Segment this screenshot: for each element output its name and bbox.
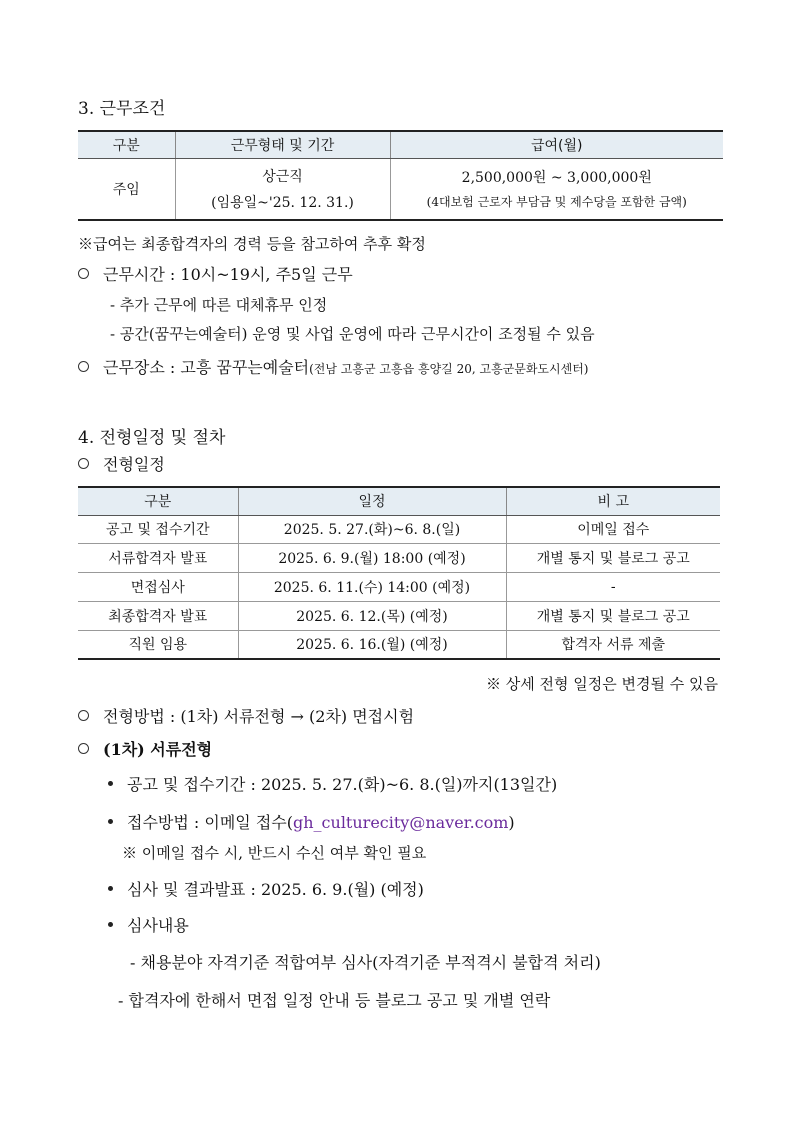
method-text: 전형방법 : (1차) 서류전형 → (2차) 면접시험 (103, 707, 415, 726)
result-value: 2025. 6. 9.(월) (예정) (260, 880, 424, 899)
work-hours-line (78, 262, 353, 285)
apply-close: ) (508, 813, 515, 832)
remark-cell: 이메일 접수 (506, 515, 720, 543)
salary-cell (390, 158, 723, 220)
date-cell: 2025. 6. 12.(목) (예정) (238, 601, 506, 630)
col-header-remark: 비 고 (506, 487, 720, 515)
table-row (78, 515, 720, 543)
content-item-2: - 합격자에 한해서 면접 일정 안내 등 블로그 공고 및 개별 연락 (118, 991, 551, 1010)
salary-range: 2,500,000원 ~ 3,000,000원 (461, 170, 652, 187)
result-line (108, 877, 424, 900)
result-label: 심사 및 결과발표 : (127, 880, 261, 899)
remark-cell: 합격자 서류 제출 (506, 630, 720, 659)
date-cell: 2025. 6. 9.(월) 18:00 (예정) (238, 543, 506, 572)
period-label: 공고 및 접수기간 : (127, 775, 261, 794)
table-row (78, 601, 720, 630)
table-row (78, 543, 720, 572)
table-row (78, 572, 720, 601)
stage1-line (78, 737, 212, 760)
table-row (78, 630, 720, 659)
content-label: 심사내용 (127, 916, 189, 935)
apply-label: 접수방법 : 이메일 접수( (127, 813, 293, 832)
stage-cell: 면접심사 (78, 572, 238, 601)
employment-type: 상근직 (262, 168, 303, 185)
section4-heading: 4. 전형일정 및 절차 (78, 428, 226, 448)
circle-bullet-icon (78, 361, 89, 372)
section3-heading: 3. 근무조건 (78, 99, 166, 119)
schedule-change-note: ※ 상세 전형 일정은 변경될 수 있음 (486, 675, 718, 693)
col-header-salary: 급여(월) (390, 131, 723, 158)
dot-bullet-icon (108, 922, 113, 927)
col-header-type: 근무형태 및 기간 (175, 131, 390, 158)
work-place-line (78, 355, 589, 378)
apply-email-link[interactable]: gh_culturecity@naver.com (293, 813, 509, 832)
col-header-category: 구분 (78, 131, 175, 158)
date-cell: 2025. 6. 11.(수) 14:00 (예정) (238, 572, 506, 601)
date-cell: 2025. 5. 27.(화)~6. 8.(일) (238, 515, 506, 543)
employment-period: (임용일~'25. 12. 31.) (211, 194, 354, 211)
col-header-date: 일정 (238, 487, 506, 515)
method-line (78, 704, 414, 727)
remark-cell: 개별 통지 및 블로그 공고 (506, 601, 720, 630)
period-value: 2025. 5. 27.(화)~6. 8.(일)까지(13일간) (260, 775, 558, 794)
period-line (108, 772, 557, 795)
dot-bullet-icon (108, 819, 113, 824)
work-place-label: 근무장소 : 고흥 꿈꾸는예술터 (103, 358, 310, 377)
circle-bullet-icon (78, 710, 89, 721)
work-place-detail: (전남 고흥군 고흥읍 흥양길 20, 고흥군문화도시센터) (309, 362, 589, 376)
stage1-title: (1차) 서류전형 (103, 740, 213, 759)
work-hours-value: 10시~19시, 주5일 근무 (180, 265, 353, 284)
apply-note: ※ 이메일 접수 시, 반드시 수신 여부 확인 필요 (122, 844, 427, 862)
dot-bullet-icon (108, 781, 113, 786)
circle-bullet-icon (78, 743, 89, 754)
remark-cell: - (506, 572, 720, 601)
work-hours-sub-1: - 추가 근무에 따른 대체휴무 인정 (110, 296, 328, 314)
stage-cell: 서류합격자 발표 (78, 543, 238, 572)
content-item-1: - 채용분야 자격기준 적합여부 심사(자격기준 부적격시 불합격 처리) (130, 953, 601, 972)
circle-bullet-icon (78, 268, 89, 279)
work-hours-sub-2: - 공간(꿈꾸는예술터) 운영 및 사업 운영에 따라 근무시간이 조정될 수 있음 (110, 325, 595, 343)
position-cell: 주임 (78, 158, 175, 220)
schedule-label: 전형일정 (103, 455, 165, 474)
stage-cell: 최종합격자 발표 (78, 601, 238, 630)
work-hours-label: 근무시간 : (103, 265, 181, 284)
content-line (108, 913, 189, 936)
stage-cell: 공고 및 접수기간 (78, 515, 238, 543)
schedule-label-line (78, 452, 165, 475)
salary-note: (4대보험 근로자 부담금 및 제수당을 포함한 금액) (426, 195, 687, 210)
work-conditions-table (78, 130, 723, 221)
stage-cell: 직원 임용 (78, 630, 238, 659)
dot-bullet-icon (108, 886, 113, 891)
apply-line (108, 810, 515, 833)
schedule-table (78, 486, 720, 660)
employment-type-cell (175, 158, 390, 220)
col-header-stage: 구분 (78, 487, 238, 515)
date-cell: 2025. 6. 16.(월) (예정) (238, 630, 506, 659)
remark-cell: 개별 통지 및 블로그 공고 (506, 543, 720, 572)
circle-bullet-icon (78, 458, 89, 469)
salary-confirm-note: ※급여는 최종합격자의 경력 등을 참고하여 추후 확정 (78, 235, 426, 253)
